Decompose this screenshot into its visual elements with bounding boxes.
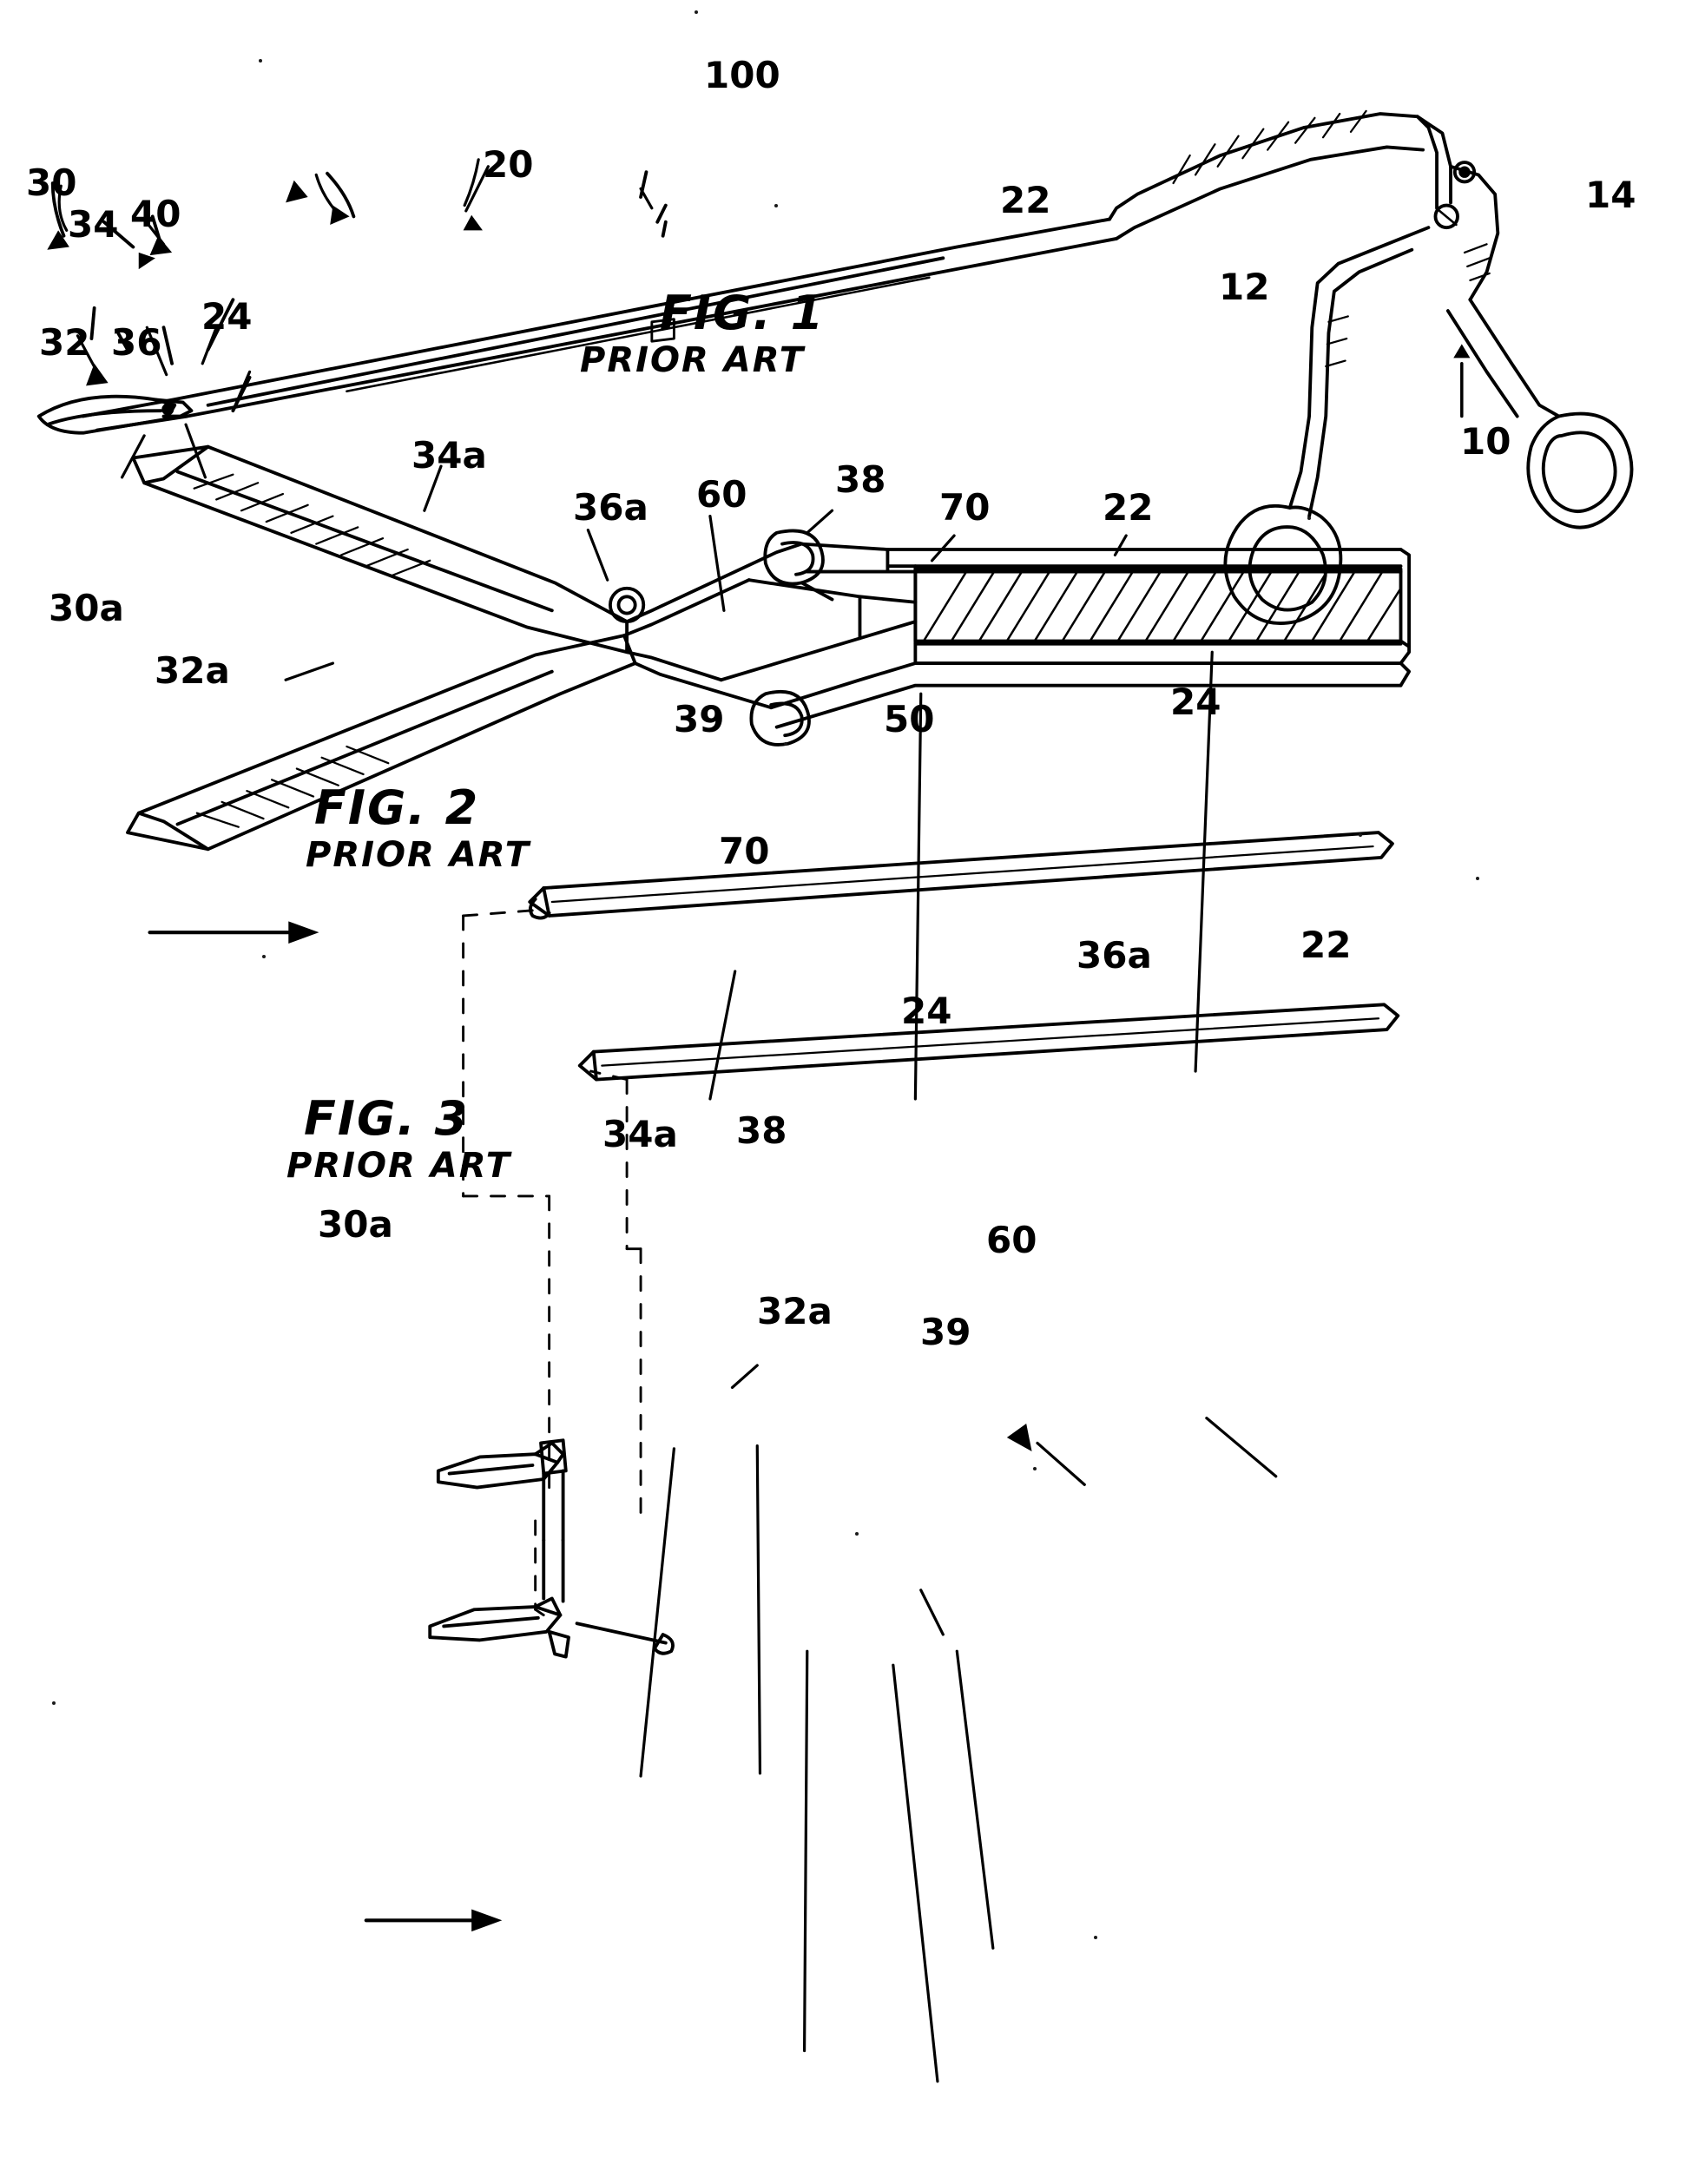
ref-70-fig3: 70 bbox=[719, 830, 770, 872]
ref-24-fig3: 24 bbox=[901, 990, 952, 1032]
ref-12-fig1: 12 bbox=[1219, 266, 1270, 308]
ref-32a-fig3: 32a bbox=[757, 1290, 833, 1332]
ref-36a-fig3: 36a bbox=[1076, 934, 1152, 977]
ref-32a-fig2: 32a bbox=[155, 649, 230, 692]
ref-34a-fig3: 34a bbox=[602, 1113, 678, 1155]
ref-24-fig1: 24 bbox=[201, 295, 253, 338]
fig3-leaders bbox=[366, 1365, 1276, 2082]
fig1-caption-subtitle: PRIOR ART bbox=[580, 340, 805, 380]
ref-34-fig1: 34 bbox=[68, 203, 119, 246]
scan-speck bbox=[855, 1532, 859, 1536]
ref-50-fig2: 50 bbox=[884, 698, 935, 740]
fig3-caption-subtitle: PRIOR ART bbox=[286, 1146, 511, 1186]
ref-30-fig1: 30 bbox=[26, 161, 77, 204]
fig3-exploded bbox=[430, 832, 1398, 1656]
ref-39-fig2: 39 bbox=[674, 698, 725, 740]
ref-20-fig1: 20 bbox=[483, 143, 534, 186]
ref-70-fig2: 70 bbox=[939, 486, 991, 529]
fig2-caption-subtitle: PRIOR ART bbox=[306, 835, 530, 875]
ref-30a-fig3: 30a bbox=[318, 1203, 393, 1246]
scan-speck bbox=[695, 10, 698, 14]
scan-speck bbox=[1307, 516, 1311, 520]
ref-36a-fig2: 36a bbox=[573, 486, 648, 529]
ref-38-fig2: 38 bbox=[835, 458, 886, 501]
scan-speck bbox=[774, 204, 778, 207]
ref-39-fig3: 39 bbox=[920, 1311, 971, 1353]
scan-speck bbox=[1033, 1467, 1037, 1470]
ref-24-fig2: 24 bbox=[1170, 681, 1221, 723]
scan-speck bbox=[259, 59, 262, 62]
ref-10-fig1: 10 bbox=[1460, 420, 1511, 463]
ref-30a-fig2: 30a bbox=[49, 587, 124, 629]
fig1-caption-title: FIG. 1 bbox=[660, 286, 826, 340]
scan-speck bbox=[52, 1701, 56, 1705]
ref-22-fig3: 22 bbox=[1300, 924, 1352, 966]
scan-speck bbox=[1359, 833, 1362, 837]
ref-40-fig1: 40 bbox=[130, 193, 181, 235]
ref-34a-fig2: 34a bbox=[411, 434, 487, 477]
fig3-caption-title: FIG. 3 bbox=[304, 1091, 470, 1146]
scan-speck bbox=[1476, 877, 1479, 880]
scan-speck bbox=[784, 742, 787, 746]
ref-100-fig1: 100 bbox=[704, 54, 780, 96]
fig2-caption-title: FIG. 2 bbox=[314, 780, 480, 835]
ref-32-fig1: 32 bbox=[39, 321, 90, 364]
ref-60-fig3: 60 bbox=[986, 1219, 1037, 1261]
ref-36-fig1: 36 bbox=[111, 321, 162, 364]
ref-14-fig1: 14 bbox=[1585, 174, 1636, 216]
scan-speck bbox=[262, 955, 266, 958]
ref-38-fig3: 38 bbox=[736, 1109, 787, 1152]
ref-22-fig1: 22 bbox=[1000, 179, 1051, 221]
ref-22-fig2: 22 bbox=[1103, 486, 1154, 529]
ref-60-fig2: 60 bbox=[696, 473, 747, 516]
scan-speck bbox=[1094, 1936, 1097, 1939]
